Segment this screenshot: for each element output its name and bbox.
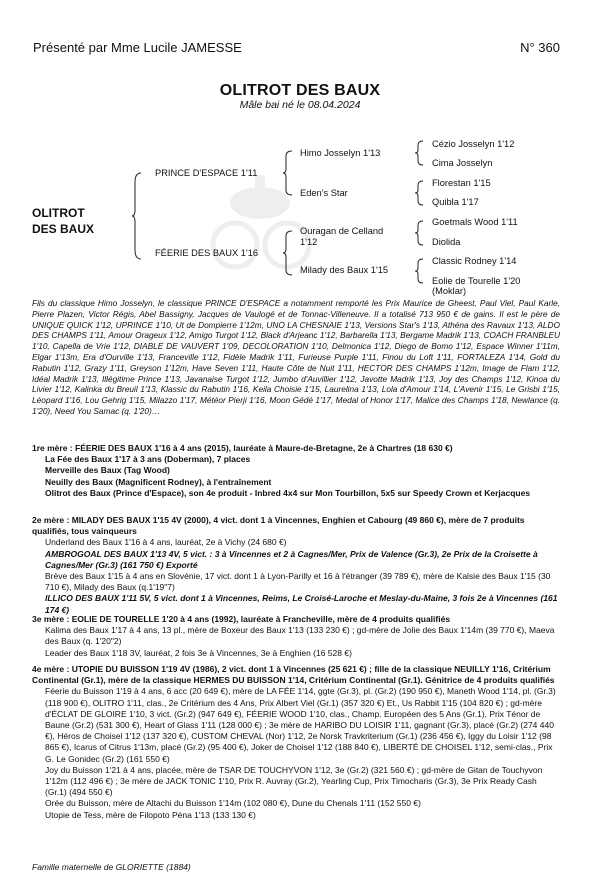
gg-dss: Goetmals Wood 1'11 [432, 217, 518, 227]
section-first-dam [32, 443, 560, 499]
gg-sdd: Quibla 1'17 [432, 197, 479, 207]
list-item: Kalima des Baux 1'17 à 4 ans, 13 pl., mère de Boxeur des Baux 1'13 (133 230 €) ; gd-mère de Jolie des Baux 1'14m (39 770 €), Maeva des Baux (q. 1'20"2) [45, 625, 555, 647]
gg-dsd: Diolida [432, 237, 461, 247]
horse-title: OLITROT DES BAUX [219, 82, 381, 99]
list-item: Féerie du Buisson 1'19 à 4 ans, 6 acc (20 649 €), mère de LA FÉE 1'14, ggte (Gr.3), pl. (Gr.2) (190 950 €), Maneth Wood 1'14, pl. (Gr.3) (118 900 €), OLITRO 1'11, clas., 2e Critérium des 4 Ans, Prix Albert Viel (Gr.1) (357 320 €) Et., Us Rabbit 1'15 (104 820 €) ; gd-mère d'ÉCLAT DE GLOIRE 1'10, 3 vict. (Gr.2) (947 649 €), FÉERIE WOOD 1'10, clas., Champ. Européen des 5 Ans (Gr.1), Prix Ténor de Baune (Gr.2) (531 300 €), Heart of Glass 1'11 (128 000 €) ; 3e mère de HARIBO DU LOISIR 1'11, gagnant (Gr.3), placé (Gr.2) (274 440 €), Héros de Choisel 1'12 (137 320 €), CUSTOM CHEVAL (Nor) 1'12, 2e Norsk Travkriterium (Gr.1) (236 456 €), Iggy du Loisir 1'12 (98 865 €), Icarus of Citrus 1'13m, placé (Gr.2) (95 400 €), Joker de Choisel 1'12 (188 840 €), LIBERTÉ DE CHOISEL 1'12, semi-clas., Prix G. Le Gonidec (Gr.2) (161 550 €) [45, 686, 556, 764]
sire-paragraph: Fils du classique Himo Josselyn, le classique PRINCE D'ESPACE a notamment remporté les Prix Maurice de Gheest, Paul Viel, Paul Karle, Pierre Plazen, Victor Régis, Abel Bassigny, Jacques de Vaulogé et de Tonnac-Villeneuve. Il a totalisé 713 950 € de gains. Il est le père de UNIQUE QUICK 1'12, UPRINCE 1'10, Ut de Dompierre 1'12m, UNO LA CHESNAIE 1'13, Versions Star's 1'13, Athéna des Ravaux 1'13, ALDO DES CHAMPS 1'11, Amour Orageux 1'12, Amigo Turgot 1'12, Black d'Arjeanc 1'12, Barbarella 1'13, Bergame Madrik 1'13, COACH FRANBLEU 1'10, Capella de Vrie 1'12, DIABLE DE VAUVERT 1'09, DECOLORATION 1'10, Delmonica 1'12, Diego de Bomo 1'12, Espace Winner 1'11m, Elgar 1'13m, Era d'Ourville 1'13, Franceville 1'12, Fidèle Madrik 1'11, Furieuse Purple 1'11, Finou du Loft 1'11, FORTALEZA 1'14, Gold du Rabutin 1'12, Grazy 1'11, Greyson 1'12m, Have Seven 1'11, Haute Côte de Nuit 1'11, HECTOR DES CHAMPS 1'12m, Image de Flam 1'12, Idéal Madrik 1'13, Illégitime Prince 1'13, Javanaise Turgot 1'12, Jumbo d'Auvillier 1'12, Javotte Madrik 1'13, Joy des Champs 1'12, Kinoa du Livier 1'12, Kalinka du Breuil 1'13, Klassic du Rabutin 1'16, Keila Choisie 1'15, Laurelina 1'13, Lola d'Amour 1'14, L'Avenir 1'15, Le Grisbi 1'15, Léopard 1'16, Lou Gehrig 1'15, Milazzo 1'17, Météor Pierji 1'16, Moon Gédé 1'17, Medal of Honor 1'17, Malice des Champs 1'18, Newlance (q. 1'20), Need You Samac (q. 1'20)… [32, 298, 560, 416]
dam-dam: Milady des Baux 1'15 [300, 265, 389, 275]
section-third-dam [32, 614, 560, 659]
gg-sds: Florestan 1'15 [432, 178, 491, 188]
section-title: 1re mère : FÉERIE DES BAUX 1'16 à 4 ans (2015), lauréate à Maure-de-Bretagne, 2e à Chartres (18 630 €) [32, 443, 453, 453]
list-item: Utopie de Tess, mère de Filopoto Péna 1'13 (133 130 €) [45, 809, 256, 820]
sire-name: PRINCE D'ESPACE 1'11 [155, 168, 258, 178]
lot-number: N° 360 [520, 40, 560, 55]
gg-ssd: Cima Josselyn [432, 158, 493, 168]
bracket-dd [415, 258, 425, 284]
list-item: Joy du Buisson 1'21 à 4 ans, placée, mère de TSAR DE TOUCHYVON 1'12, 3e (Gr.2) (321 560 €) ; gd-mère de Gitan de Touchyvon 1'12m (112 496 €) ; 3e mère de JACK TONIC 1'10, Prix R. Auvray (Gr.2), Yearling Cup, Prix Timocharis (Gr.3), 3e Prix Ready Cash (Gr.1) (494 550 €) [45, 764, 543, 798]
gg-ddd: Eolie de Tourelle 1'20 (Moklar) [432, 276, 521, 296]
presenter-text: Présenté par Mme Lucile JAMESSE [33, 40, 242, 55]
bracket-sd [415, 180, 425, 206]
section-title: 4e mère : UTOPIE DU BUISSON 1'19 4V (1986), 2 vict. dont 1 à Vincennes (25 621 €) ; fille de la classique NEUILLY 1'16, Critérium Continental (Gr.1), mère de la classique HERMES DU BUISSON 1'14, Critérium Continental (Gr.1). Génitrice de 4 produits qualifiés [32, 664, 555, 686]
bracket-ss [415, 140, 425, 166]
list-item: Merveille des Baux (Tag Wood) [45, 465, 170, 476]
sire-dam: Eden's Star [300, 188, 348, 198]
list-item: Orée du Buisson, mère de Altachi du Buisson 1'14m (102 080 €), Dune du Chenals 1'11 (152 550 €) [45, 798, 421, 809]
bracket-ds [415, 220, 425, 246]
list-item: AMBROGOAL DES BAUX 1'13 4V, 5 vict. : 3 à Vincennes et 2 à Cagnes/Mer, Prix de Valence (Gr.3), 2e Prix de la Croisette à Cagnes/Mer (Gr.3) (161 750 €) Exporté [45, 548, 538, 570]
sire-sire: Himo Josselyn 1'13 [300, 148, 381, 158]
family-footer: Famille maternelle de GLORIETTE (1884) [32, 862, 191, 872]
horse-name-main [32, 205, 94, 237]
list-item: La Fée des Baux 1'17 à 3 ans (Doberman), 7 places [45, 454, 251, 465]
section-title: 2e mère : MILADY DES BAUX 1'15 4V (2000), 4 vict. dont 1 à Vincennes, Enghien et Cabourg (49 860 €), mère de 7 produits qualifiés, tous vainqueurs [32, 515, 525, 537]
dam-name: FÉERIE DES BAUX 1'16 [155, 248, 259, 258]
horse-name-line1: OLITROT [32, 206, 85, 220]
trotter-watermark-icon [205, 165, 315, 275]
bracket-sire [283, 150, 295, 196]
gg-sss: Cézio Josselyn 1'12 [432, 139, 515, 149]
bracket-main [132, 172, 144, 260]
list-item: Brève des Baux 1'15 à 4 ans en Slovénie, 17 vict. dont 1 à Lyon-Parilly et 16 à l'étranger (39 789 €), mère de Kalsie des Baux 1'15 (30 710 €), Milady des Baux (q.1'19"7) [45, 571, 551, 593]
list-item: Underland des Baux 1'16 à 4 ans, lauréat, 2e à Vichy (24 680 €) [45, 537, 287, 548]
section-fourth-dam [32, 664, 560, 821]
section-title: 3e mère : EOLIE DE TOURELLE 1'20 à 4 ans (1992), lauréate à Francheville, mère de 4 produits qualifiés [32, 614, 451, 624]
section-second-dam [32, 515, 560, 616]
dam-sire: Ouragan de Celland 1'12 [300, 226, 384, 247]
list-item: ILLICO DES BAUX 1'11 5V, 5 vict. dont 1 à Vincennes, Reims, Le Croisé-Laroche et Meslay-du-Maine, 3 fois 2e à Vincennes (161 174 €) [45, 593, 558, 615]
gg-dds: Classic Rodney 1'14 [432, 256, 517, 266]
horse-subtitle: Mâle bai né le 08.04.2024 [239, 99, 361, 111]
bracket-dam [283, 230, 295, 276]
horse-name-line2: DES BAUX [32, 222, 95, 236]
list-item: Olitrot des Baux (Prince d'Espace), son 4e produit - Inbred 4x4 sur Mon Tourbillon, 5x5 sur Speedy Crown et Kerjacques [45, 487, 531, 498]
list-item: Leader des Baux 1'18 3V, lauréat, 2 fois 3e à Vincennes, 3e à Enghien (16 528 €) [45, 647, 352, 658]
list-item: Neuilly des Baux (Magnificent Rodney), à l'entraînement [45, 476, 272, 487]
